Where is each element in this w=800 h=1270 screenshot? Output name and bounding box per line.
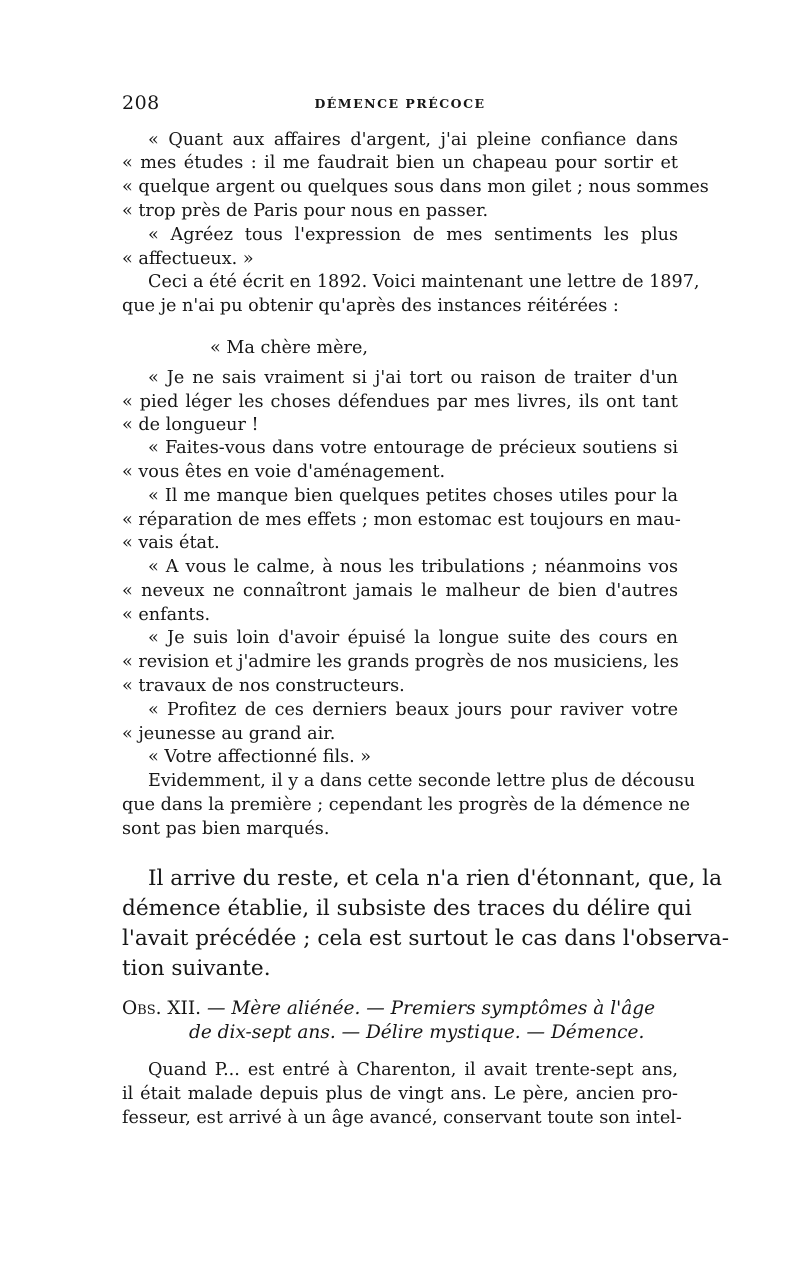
text-line: fesseur, est arrivé à un âge avancé, conservant toute son intel- [122, 1108, 682, 1128]
text-line: Quand P... est entré à Charenton, il avait trente-sept ans, [148, 1060, 678, 1080]
text-line: « mes études : il me faudrait bien un chapeau pour sortir et [122, 153, 678, 173]
observation-title: — Mère aliénée. — Premiers symptômes à l'âge [201, 998, 656, 1019]
text-line: « trop près de Paris pour nous en passer. [122, 201, 489, 221]
text-line: « vous êtes en voie d'aménagement. [122, 462, 446, 482]
text-line: tion suivante. [122, 956, 271, 981]
text-line: « travaux de nos constructeurs. [122, 676, 405, 696]
text-line: « Agréez tous l'expression de mes sentiments les plus [148, 225, 678, 245]
text-line: « Quant aux affaires d'argent, j'ai pleine confiance dans [148, 130, 678, 150]
text-line: « Je ne sais vraiment si j'ai tort ou raison de traiter d'un [148, 368, 678, 388]
text-line: « jeunesse au grand air. [122, 724, 336, 744]
text-line: « A vous le calme, à nous les tribulations ; néanmoins vos [148, 557, 678, 577]
text-line: « Votre affectionné fils. » [148, 747, 372, 767]
text-line: sont pas bien marqués. [122, 819, 330, 839]
text-line: l'avait précédée ; cela est surtout le cas dans l'observa- [122, 926, 730, 951]
text-line: démence établie, il subsiste des traces du délire qui [122, 896, 692, 921]
salutation: « Ma chère mère, [210, 338, 368, 358]
text-line: « vais état. [122, 533, 220, 553]
text-line: il était malade depuis plus de vingt ans. Le père, ancien pro- [122, 1084, 678, 1104]
text-line: « Profitez de ces derniers beaux jours pour raviver votre [148, 700, 678, 720]
text-line: « Je suis loin d'avoir épuisé la longue suite des cours en [148, 628, 678, 648]
page-number: 208 [122, 92, 160, 114]
text-line: « pied léger les choses défendues par mes livres, ils ont tant [122, 392, 678, 412]
text-line: Ceci a été écrit en 1892. Voici maintenant une lettre de 1897, [148, 272, 700, 292]
page-header [122, 92, 678, 120]
text-line: que je n'ai pu obtenir qu'après des instances réitérées : [122, 296, 619, 316]
text-line: que dans la première ; cependant les progrès de la démence ne [122, 795, 691, 815]
observation-label: Obs. XII. [122, 998, 202, 1019]
observation-subtitle: de dix-sept ans. — Délire mystique. — Démence. [189, 1022, 645, 1043]
text-line: « quelque argent ou quelques sous dans mon gilet ; nous sommes [122, 177, 709, 197]
observation-heading [122, 1000, 678, 1019]
text-line: « neveux ne connaîtront jamais le malheur de bien d'autres [122, 581, 678, 601]
text-line: « revision et j'admire les grands progrès de nos musiciens, les [122, 652, 679, 672]
running-title: DÉMENCE PRÉCOCE [314, 96, 486, 111]
text-line: Evidemment, il y a dans cette seconde lettre plus de décousu [148, 771, 696, 791]
text-line: « affectueux. » [122, 249, 254, 269]
text-line: Il arrive du reste, et cela n'a rien d'étonnant, que, la [148, 866, 722, 891]
text-line: « Il me manque bien quelques petites choses utiles pour la [148, 486, 678, 506]
text-line: « enfants. [122, 605, 211, 625]
text-line: « de longueur ! [122, 415, 259, 435]
text-line: « réparation de mes effets ; mon estomac est toujours en mau- [122, 510, 681, 530]
text-line: « Faites-vous dans votre entourage de précieux soutiens si [148, 438, 678, 458]
